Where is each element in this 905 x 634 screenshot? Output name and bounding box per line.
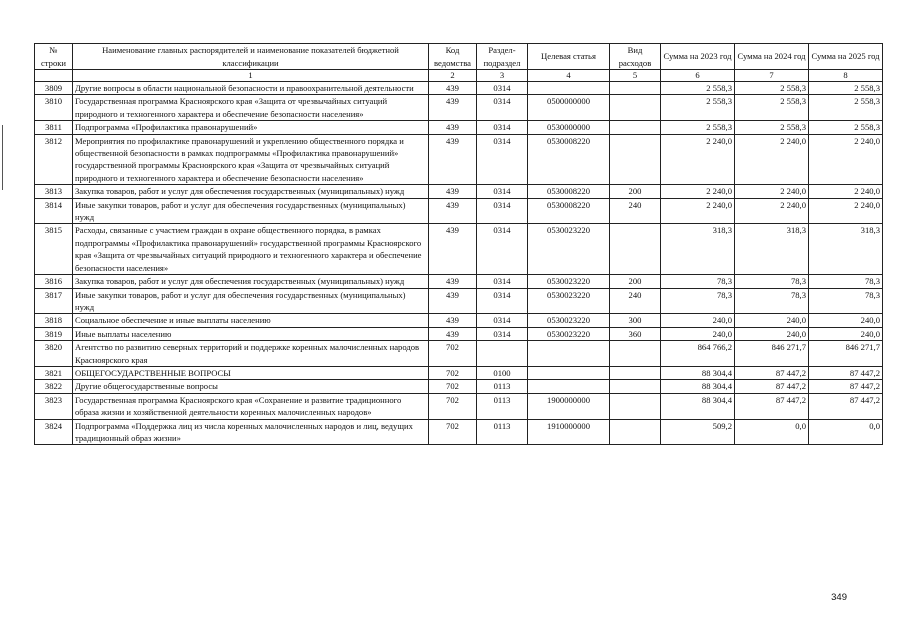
row-sum-2025: 2 240,0 xyxy=(809,185,883,198)
row-number: 3812 xyxy=(35,134,73,185)
row-number: 3810 xyxy=(35,95,73,121)
row-expense-kind xyxy=(610,380,661,393)
row-name: Иные закупки товаров, работ и услуг для обеспечения государственных (муниципальных) нужд xyxy=(73,288,429,314)
row-target-article: 0530023220 xyxy=(528,288,610,314)
page-number: 349 xyxy=(831,592,847,603)
row-department-code: 702 xyxy=(429,341,477,367)
table-row xyxy=(35,366,883,379)
row-sum-2025: 318,3 xyxy=(809,224,883,275)
row-number: 3809 xyxy=(35,82,73,95)
column-number: 2 xyxy=(429,70,477,82)
header-sum-2023: Сумма на 2023 год xyxy=(661,44,735,70)
row-name: Социальное обеспечение и иные выплаты населению xyxy=(73,314,429,327)
row-name: Иные закупки товаров, работ и услуг для обеспечения государственных (муниципальных) нужд xyxy=(73,198,429,224)
column-number: 1 xyxy=(73,70,429,82)
row-number: 3824 xyxy=(35,419,73,445)
row-sum-2023: 509,2 xyxy=(661,419,735,445)
row-sum-2024: 2 558,3 xyxy=(735,95,809,121)
row-sum-2023: 240,0 xyxy=(661,314,735,327)
row-name: Агентство по развитию северных территорий и поддержке коренных малочисленных народов Красноярского края xyxy=(73,341,429,367)
row-department-code: 439 xyxy=(429,82,477,95)
table-row xyxy=(35,288,883,314)
table-row xyxy=(35,121,883,134)
header-row-number: № строки xyxy=(35,44,73,70)
row-name: Подпрограмма «Поддержка лиц из числа коренных малочисленных народов и лиц, ведущих традиционный образ жизни» xyxy=(73,419,429,445)
row-target-article xyxy=(528,366,610,379)
row-name: Другие общегосударственные вопросы xyxy=(73,380,429,393)
row-sum-2023: 88 304,4 xyxy=(661,366,735,379)
row-department-code: 439 xyxy=(429,288,477,314)
row-sum-2024: 2 240,0 xyxy=(735,134,809,185)
row-expense-kind xyxy=(610,95,661,121)
row-expense-kind xyxy=(610,393,661,419)
row-number: 3813 xyxy=(35,185,73,198)
row-sum-2024: 846 271,7 xyxy=(735,341,809,367)
row-expense-kind: 240 xyxy=(610,198,661,224)
column-number: 7 xyxy=(735,70,809,82)
row-number: 3822 xyxy=(35,380,73,393)
row-sum-2023: 240,0 xyxy=(661,327,735,340)
row-target-article xyxy=(528,380,610,393)
table-row xyxy=(35,314,883,327)
row-sum-2023: 2 240,0 xyxy=(661,134,735,185)
header-sum-2024: Сумма на 2024 год xyxy=(735,44,809,70)
column-number: 3 xyxy=(477,70,528,82)
row-sum-2024: 0,0 xyxy=(735,419,809,445)
row-department-code: 439 xyxy=(429,198,477,224)
row-sum-2025: 87 447,2 xyxy=(809,393,883,419)
row-target-article: 0530023220 xyxy=(528,327,610,340)
column-number: 4 xyxy=(528,70,610,82)
row-department-code: 702 xyxy=(429,419,477,445)
row-sum-2025: 240,0 xyxy=(809,327,883,340)
row-sum-2024: 78,3 xyxy=(735,288,809,314)
row-sum-2025: 2 240,0 xyxy=(809,134,883,185)
row-sum-2023: 78,3 xyxy=(661,275,735,288)
row-sum-2024: 318,3 xyxy=(735,224,809,275)
row-department-code: 439 xyxy=(429,224,477,275)
row-target-article: 0530008220 xyxy=(528,134,610,185)
row-sum-2024: 240,0 xyxy=(735,314,809,327)
budget-table xyxy=(34,43,883,445)
row-target-article xyxy=(528,82,610,95)
row-expense-kind: 200 xyxy=(610,185,661,198)
row-expense-kind xyxy=(610,341,661,367)
row-name: ОБЩЕГОСУДАРСТВЕННЫЕ ВОПРОСЫ xyxy=(73,366,429,379)
row-sum-2025: 87 447,2 xyxy=(809,380,883,393)
row-number: 3819 xyxy=(35,327,73,340)
row-section: 0314 xyxy=(477,288,528,314)
row-sum-2025: 846 271,7 xyxy=(809,341,883,367)
row-sum-2023: 78,3 xyxy=(661,288,735,314)
row-department-code: 439 xyxy=(429,314,477,327)
table-row xyxy=(35,95,883,121)
row-name: Расходы, связанные с участием граждан в охране общественного порядка, в рамках подпрограммы «Профилактика правонарушений» государственной программы Красноярского края «Защита от чрезвычайных ситуаций природного и техногенного характера и обеспечение безопасности населения» xyxy=(73,224,429,275)
row-section: 0314 xyxy=(477,82,528,95)
row-section: 0314 xyxy=(477,224,528,275)
row-sum-2023: 864 766,2 xyxy=(661,341,735,367)
row-name: Государственная программа Красноярского края «Сохранение и развитие традиционного образа жизни и хозяйственной деятельности коренных малочисленных народов» xyxy=(73,393,429,419)
table-row xyxy=(35,419,883,445)
table-row xyxy=(35,224,883,275)
table-row xyxy=(35,198,883,224)
row-section: 0314 xyxy=(477,134,528,185)
row-sum-2024: 2 558,3 xyxy=(735,82,809,95)
row-sum-2025: 78,3 xyxy=(809,288,883,314)
row-target-article: 0500000000 xyxy=(528,95,610,121)
row-department-code: 439 xyxy=(429,327,477,340)
row-number: 3814 xyxy=(35,198,73,224)
row-section: 0314 xyxy=(477,327,528,340)
row-expense-kind: 240 xyxy=(610,288,661,314)
row-sum-2023: 2 240,0 xyxy=(661,198,735,224)
header-section: Раздел-подраздел xyxy=(477,44,528,70)
row-sum-2023: 88 304,4 xyxy=(661,393,735,419)
row-department-code: 439 xyxy=(429,275,477,288)
row-sum-2024: 2 240,0 xyxy=(735,185,809,198)
table-row xyxy=(35,393,883,419)
row-name: Государственная программа Красноярского края «Защита от чрезвычайных ситуаций природного и техногенного характера и обеспечение безопасности населения» xyxy=(73,95,429,121)
row-department-code: 702 xyxy=(429,366,477,379)
row-target-article: 0530008220 xyxy=(528,198,610,224)
row-sum-2024: 87 447,2 xyxy=(735,380,809,393)
row-section: 0314 xyxy=(477,314,528,327)
table-row xyxy=(35,380,883,393)
row-section: 0314 xyxy=(477,275,528,288)
row-name: Закупка товаров, работ и услуг для обеспечения государственных (муниципальных) нужд xyxy=(73,275,429,288)
header-target-article: Целевая статья xyxy=(528,44,610,70)
row-expense-kind: 200 xyxy=(610,275,661,288)
row-section: 0314 xyxy=(477,95,528,121)
row-sum-2024: 78,3 xyxy=(735,275,809,288)
row-number: 3820 xyxy=(35,341,73,367)
row-sum-2025: 78,3 xyxy=(809,275,883,288)
row-expense-kind: 360 xyxy=(610,327,661,340)
row-section: 0113 xyxy=(477,393,528,419)
row-sum-2025: 2 558,3 xyxy=(809,121,883,134)
header-name: Наименование главных распорядителей и наименование показателей бюджетной классификации xyxy=(73,44,429,70)
row-sum-2024: 87 447,2 xyxy=(735,366,809,379)
table-row xyxy=(35,275,883,288)
row-name: Иные выплаты населению xyxy=(73,327,429,340)
row-expense-kind xyxy=(610,366,661,379)
row-sum-2024: 240,0 xyxy=(735,327,809,340)
table-row xyxy=(35,341,883,367)
row-target-article: 0530023220 xyxy=(528,314,610,327)
row-sum-2025: 2 558,3 xyxy=(809,95,883,121)
row-sum-2023: 2 240,0 xyxy=(661,185,735,198)
row-sum-2023: 2 558,3 xyxy=(661,82,735,95)
row-department-code: 702 xyxy=(429,380,477,393)
row-target-article: 0530000000 xyxy=(528,121,610,134)
row-name: Другие вопросы в области национальной безопасности и правоохранительной деятельности xyxy=(73,82,429,95)
row-sum-2025: 2 558,3 xyxy=(809,82,883,95)
scan-margin-mark xyxy=(2,125,3,190)
row-sum-2025: 240,0 xyxy=(809,314,883,327)
header-expense-kind: Вид расходов xyxy=(610,44,661,70)
row-target-article: 0530023220 xyxy=(528,224,610,275)
row-sum-2023: 88 304,4 xyxy=(661,380,735,393)
table-row xyxy=(35,134,883,185)
row-target-article: 1910000000 xyxy=(528,419,610,445)
row-expense-kind xyxy=(610,134,661,185)
row-number: 3816 xyxy=(35,275,73,288)
row-name: Подпрограмма «Профилактика правонарушений» xyxy=(73,121,429,134)
row-number: 3817 xyxy=(35,288,73,314)
column-number: 6 xyxy=(661,70,735,82)
row-section: 0314 xyxy=(477,121,528,134)
table-row xyxy=(35,185,883,198)
row-name: Мероприятия по профилактике правонарушений и укреплению общественного порядка и общественной безопасности в рамках подпрограммы «Профилактика правонарушений» государственной программы Красноярского края «Защита от чрезвычайных ситуаций природного и техногенного характера и обеспечение безопасности населения» xyxy=(73,134,429,185)
row-target-article: 0530008220 xyxy=(528,185,610,198)
header-sum-2025: Сумма на 2025 год xyxy=(809,44,883,70)
row-section: 0314 xyxy=(477,185,528,198)
row-sum-2025: 0,0 xyxy=(809,419,883,445)
row-section: 0113 xyxy=(477,419,528,445)
row-sum-2024: 87 447,2 xyxy=(735,393,809,419)
row-number: 3821 xyxy=(35,366,73,379)
table-header-row xyxy=(35,44,883,70)
column-number: 8 xyxy=(809,70,883,82)
row-department-code: 439 xyxy=(429,121,477,134)
row-target-article: 1900000000 xyxy=(528,393,610,419)
row-section: 0100 xyxy=(477,366,528,379)
row-sum-2023: 318,3 xyxy=(661,224,735,275)
row-name: Закупка товаров, работ и услуг для обеспечения государственных (муниципальных) нужд xyxy=(73,185,429,198)
column-number-row xyxy=(35,70,883,82)
row-sum-2023: 2 558,3 xyxy=(661,121,735,134)
table-body xyxy=(35,82,883,445)
row-section xyxy=(477,341,528,367)
row-sum-2025: 2 240,0 xyxy=(809,198,883,224)
table-row xyxy=(35,327,883,340)
row-section: 0314 xyxy=(477,198,528,224)
table-row xyxy=(35,82,883,95)
row-expense-kind xyxy=(610,419,661,445)
header-department-code: Код ведомства xyxy=(429,44,477,70)
column-number xyxy=(35,70,73,82)
row-expense-kind: 300 xyxy=(610,314,661,327)
row-section: 0113 xyxy=(477,380,528,393)
row-department-code: 439 xyxy=(429,95,477,121)
row-sum-2023: 2 558,3 xyxy=(661,95,735,121)
row-target-article xyxy=(528,341,610,367)
row-sum-2024: 2 240,0 xyxy=(735,198,809,224)
row-number: 3811 xyxy=(35,121,73,134)
row-department-code: 702 xyxy=(429,393,477,419)
row-number: 3818 xyxy=(35,314,73,327)
row-expense-kind xyxy=(610,224,661,275)
row-department-code: 439 xyxy=(429,134,477,185)
column-number: 5 xyxy=(610,70,661,82)
row-sum-2024: 2 558,3 xyxy=(735,121,809,134)
row-sum-2025: 87 447,2 xyxy=(809,366,883,379)
row-department-code: 439 xyxy=(429,185,477,198)
row-number: 3815 xyxy=(35,224,73,275)
row-target-article: 0530023220 xyxy=(528,275,610,288)
row-expense-kind xyxy=(610,121,661,134)
row-expense-kind xyxy=(610,82,661,95)
row-number: 3823 xyxy=(35,393,73,419)
